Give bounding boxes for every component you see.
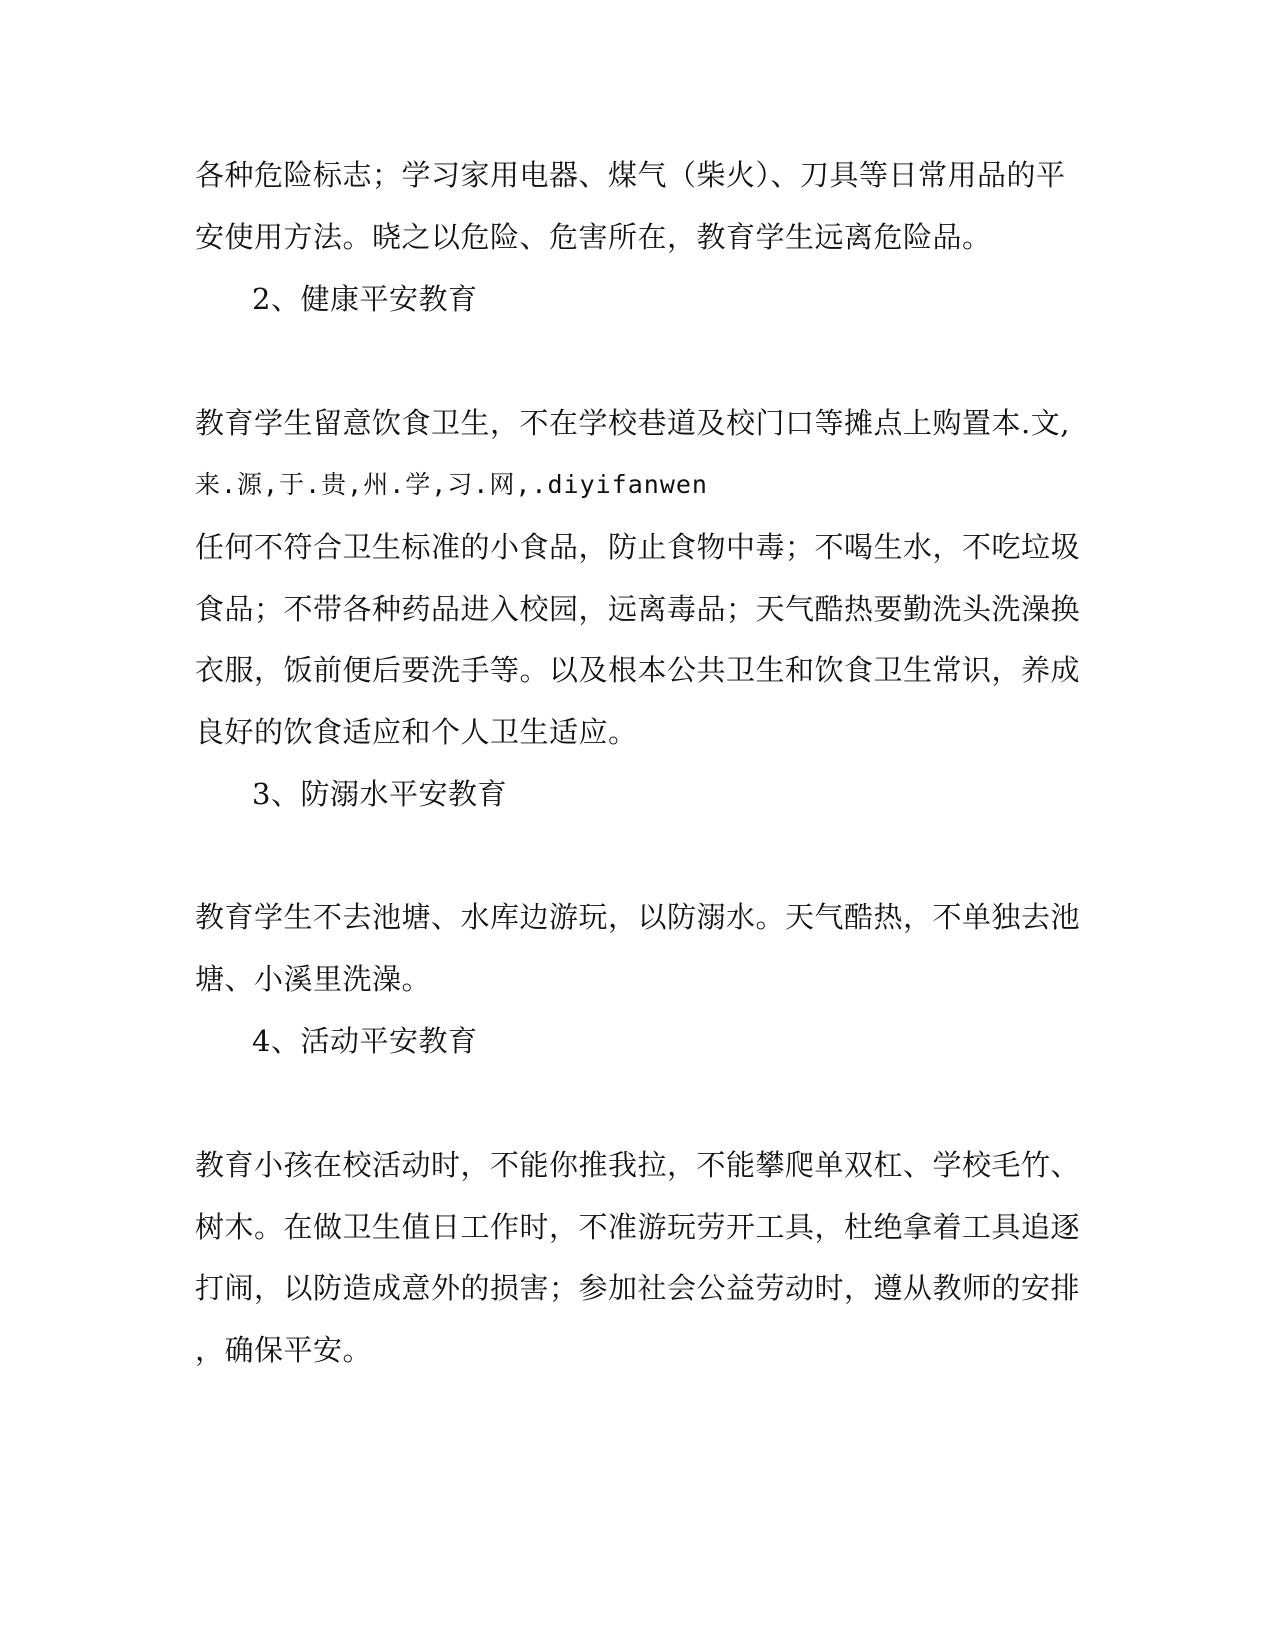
body-text-line: 安使用方法。晓之以危险、危害所在，教育学生远离危险品。	[195, 220, 992, 254]
body-text-line: 衣服，饭前便后要洗手等。以及根本公共卫生和饮食卫生常识，养成	[195, 653, 1081, 687]
body-text-line: 教育学生留意饮食卫生，不在学校巷道及校门口等摊点上购置本.文,	[195, 406, 1070, 440]
body-text-line: 各种危险标志；学习家用电器、煤气（柴火）、刀具等日常用品的平	[195, 158, 1066, 192]
body-text-line: 教育小孩在校活动时，不能你推我拉，不能攀爬单双杠、学校毛竹、	[195, 1148, 1081, 1182]
body-text-line: ，确保平安。	[195, 1333, 373, 1367]
section-heading-health: 2、健康平安教育	[252, 282, 478, 316]
watermark-source-line: 来.源,于.贵,州.学,习.网,.diyifanwen	[195, 470, 708, 499]
section-heading-activity: 4、活动平安教育	[252, 1024, 478, 1058]
section-heading-drowning: 3、防溺水平安教育	[252, 777, 507, 811]
body-text-line: 打闹，以防造成意外的损害；参加社会公益劳动时，遵从教师的安排	[195, 1271, 1081, 1305]
body-text-line: 教育学生不去池塘、水库边游玩，以防溺水。天气酷热，不单独去池	[195, 900, 1081, 934]
body-text-line: 树木。在做卫生值日工作时，不准游玩劳开工具，杜绝拿着工具追逐	[195, 1210, 1081, 1244]
body-text-line: 塘、小溪里洗澡。	[195, 962, 432, 996]
body-text-line: 食品；不带各种药品进入校园，远离毒品；天气酷热要勤洗头洗澡换	[195, 592, 1081, 626]
body-text-line: 良好的饮食适应和个人卫生适应。	[195, 715, 638, 749]
body-text-line: 任何不符合卫生标准的小食品，防止食物中毒；不喝生水，不吃垃圾	[195, 530, 1081, 564]
